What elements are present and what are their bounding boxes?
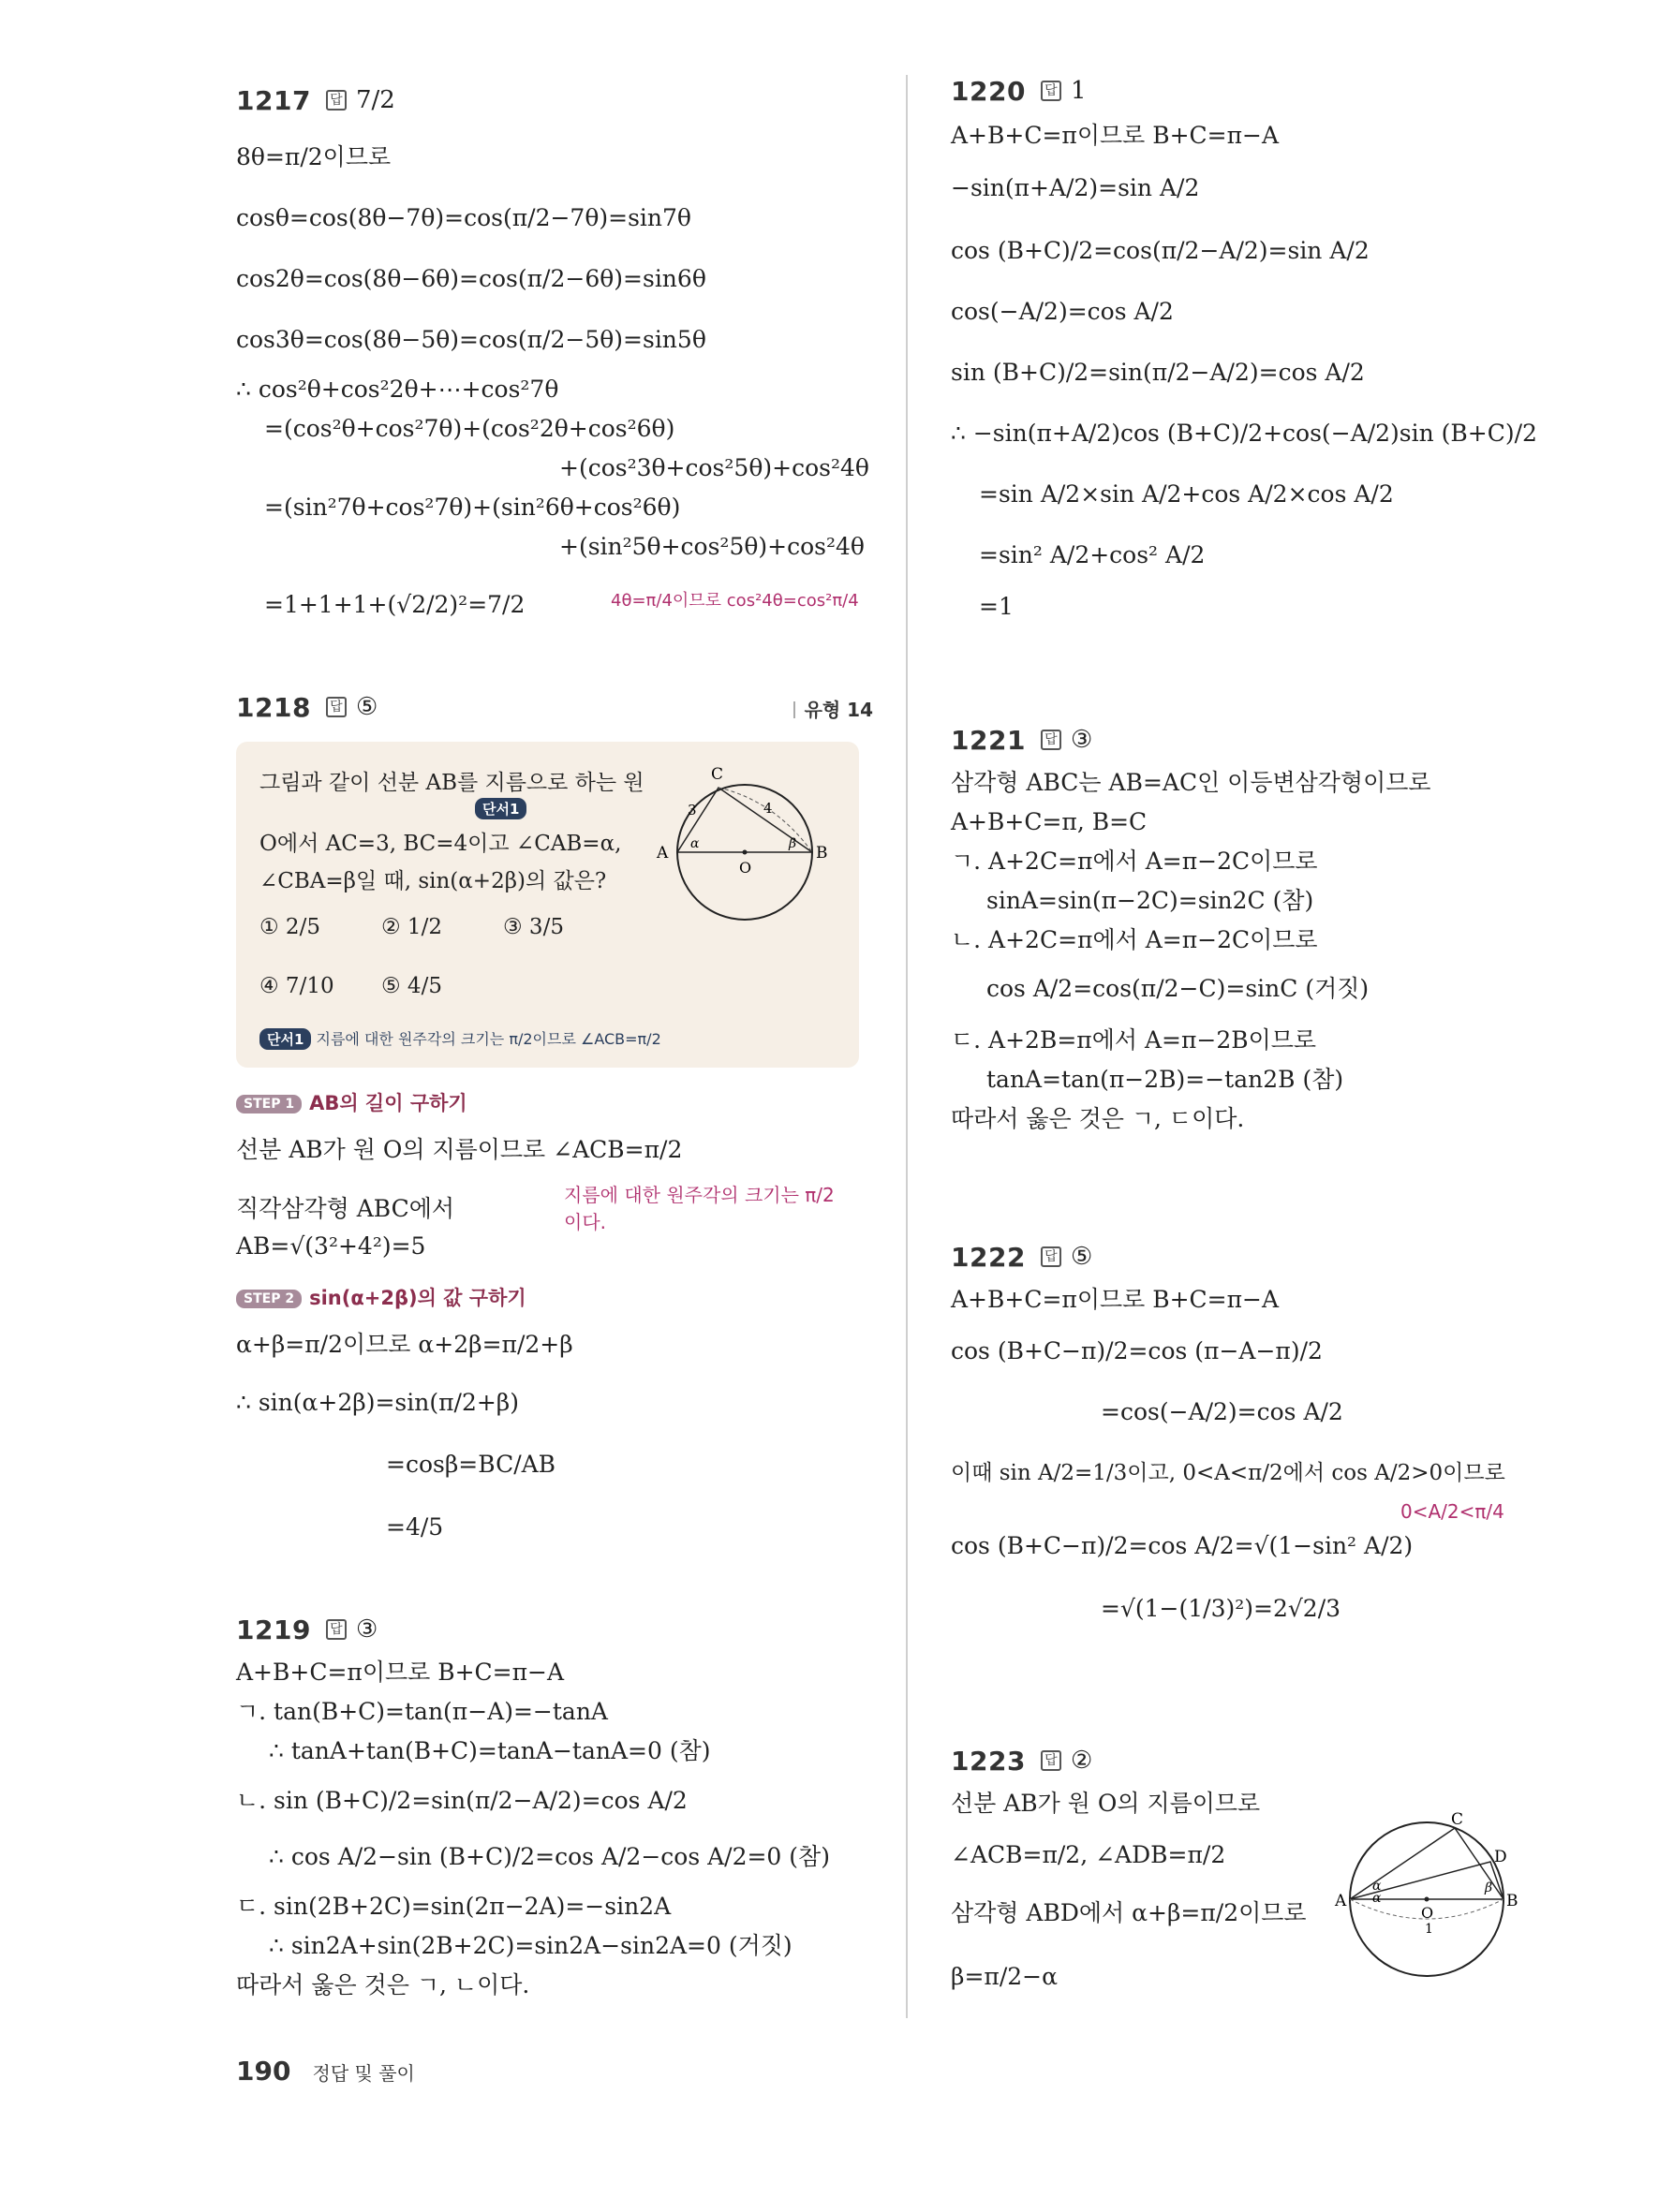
solution-line: ∴ cos²θ+cos²2θ+⋯+cos²7θ [236,376,559,403]
problem-text: ∠CBA=β일 때, sin(α+2β)의 값은? [259,869,607,893]
solution-line: ㄱ. tan(B+C)=tan(π−A)=−tanA [236,1698,608,1725]
solution-line: A+B+C=π이므로 B+C=π−A [951,1286,1280,1313]
label-C: C [1451,1810,1464,1829]
solution-line: ㄴ. sin (B+C)/2=sin(π/2−A/2)=cos A/2 [236,1787,688,1814]
problem-text: O에서 AC=3, BC=4이고 ∠CAB=α, [259,832,622,856]
problem-1222 [951,1233,1513,1622]
solution-line: A+B+C=π, B=C [951,808,1148,835]
option-5: ⑤ 4/5 [381,974,442,998]
solution-line: ㄱ. A+2C=π에서 A=π−2C이므로 [951,848,1318,875]
solution-line: cos A/2=cos(π/2−C)=sinC (거짓) [986,975,1370,1002]
solution-line: =√(1−(1/3)²)=2√2/3 [1101,1595,1341,1622]
label-B: B [816,844,828,863]
answer-badge: 답 [326,90,347,111]
label-alpha-2: α [1372,1891,1382,1906]
problem-1221 [951,716,1513,1132]
solution-line: 이때 sin A/2=1/3이고, 0<A<π/2에서 cos A/2>0이므로 [951,1461,1505,1485]
solution-line: =1 [979,593,1014,620]
clue-tag: 단서1 [475,798,526,819]
label-BC-length: 4 [763,800,773,817]
footer-label: 정답 및 풀이 [312,2062,415,2085]
page-number: 190 [236,2056,291,2087]
solution-line: −sin(π+A/2)=sin A/2 [951,174,1200,201]
label-alpha-1: α [1372,1879,1382,1894]
label-beta: β [1485,1880,1493,1895]
solution-line: A+B+C=π이므로 B+C=π−A [236,1659,565,1686]
label-radius: 1 [1425,1922,1433,1937]
answer-value: ③ [1070,726,1093,754]
solution-line: ∴ sin(α+2β)=sin(π/2+β) [236,1389,520,1416]
problem-number: 1222 [951,1241,1026,1273]
solution-line: 따라서 옳은 것은 ㄱ, ㄷ이다. [951,1105,1245,1132]
solution-line: =(cos²θ+cos²7θ)+(cos²2θ+cos²6θ) [264,415,675,442]
problem-number: 1219 [236,1614,311,1645]
solution-line: sin (B+C)/2=sin(π/2−A/2)=cos A/2 [951,359,1365,386]
label-O: O [1421,1904,1434,1922]
problem-number: 1220 [951,75,1026,107]
solution-line: α+β=π/2이므로 α+2β=π/2+β [236,1331,573,1358]
answer-badge: 답 [1041,730,1061,750]
problem-1217 [236,77,873,618]
side-note: 4θ=π/4이므로 cos²4θ=cos²π/4 [611,591,859,611]
answer-value: ③ [355,1615,378,1644]
solution-line: 선분 AB가 원 O의 지름이므로 [951,1790,1261,1817]
problem-number: 1221 [951,724,1026,756]
solution-line: =(sin²7θ+cos²7θ)+(sin²6θ+cos²6θ) [264,494,681,521]
label-AC-length: 3 [688,802,697,818]
solution-line: ㄷ. A+2B=π에서 A=π−2B이므로 [951,1026,1317,1054]
answer-value: 1 [1070,77,1087,105]
solution-line: tanA=tan(π−2B)=−tan2B (참) [986,1066,1344,1093]
solution-line: cos (B+C−π)/2=cos A/2=√(1−sin² A/2) [951,1532,1414,1559]
clue-hint: 단서1 지름에 대한 원주각의 크기는 π/2이므로 ∠ACB=π/2 [259,1027,661,1050]
solution-line: cosθ=cos(8θ−7θ)=cos(π/2−7θ)=sin7θ [236,204,691,231]
solution-line: ㄷ. sin(2B+2C)=sin(2π−2A)=−sin2A [236,1893,672,1920]
solution-line: β=π/2−α [951,1963,1058,1990]
problem-1220 [951,67,1537,620]
solution-line: 선분 AB가 원 O의 지름이므로 ∠ACB=π/2 [236,1136,683,1163]
problem-1219 [236,1606,873,1998]
solution-line: cos(−A/2)=cos A/2 [951,298,1174,325]
side-note: 0<A/2<π/4 [1400,1500,1504,1523]
answer-value: ② [1070,1747,1093,1775]
step-2-header: STEP 2 sin(α+2β)의 값 구하기 [236,1283,526,1311]
type-label: 유형 14 [793,695,873,722]
answer-value: ⑤ [1070,1243,1093,1271]
label-O: O [739,859,752,877]
solution-line: 삼각형 ABC는 AB=AC인 이등변삼각형이므로 [951,769,1431,796]
solution-line: =sin² A/2+cos² A/2 [979,541,1206,568]
solution-line: =1+1+1+(√2/2)²=7/2 [264,591,526,618]
solution-line: ∴ sin2A+sin(2B+2C)=sin2A−sin2A=0 (거짓) [269,1932,792,1959]
label-B: B [1506,1892,1518,1910]
option-2: ② 1/2 [381,915,442,939]
solution-line: 직각삼각형 ABC에서 [236,1195,455,1222]
solution-line: ㄴ. A+2C=π에서 A=π−2C이므로 [951,926,1318,953]
answer-value: ⑤ [355,693,378,721]
problem-1223 [951,1737,1518,1990]
solution-line: cos (B+C)/2=cos(π/2−A/2)=sin A/2 [951,237,1370,264]
answer-badge: 답 [1041,1750,1061,1771]
label-A: A [657,844,669,863]
solution-line: sinA=sin(π−2C)=sin2C (참) [986,887,1314,914]
solution-line: 삼각형 ABD에서 α+β=π/2이므로 [951,1899,1307,1926]
answer-value: 7/2 [355,86,395,114]
label-D: D [1494,1848,1507,1866]
solution-line: 따라서 옳은 것은 ㄱ, ㄴ이다. [236,1971,530,1998]
solution-line: cos3θ=cos(8θ−5θ)=cos(π/2−5θ)=sin5θ [236,326,706,353]
problem-number: 1217 [236,84,311,116]
solution-line: =sin A/2×sin A/2+cos A/2×cos A/2 [979,480,1394,508]
problem-box [236,742,859,1068]
problem-number: 1223 [951,1745,1026,1777]
solution-line: +(sin²5θ+cos²5θ)+cos²4θ [559,533,865,560]
answer-badge: 답 [326,697,347,717]
solution-line: 8θ=π/2이므로 [236,143,392,170]
solution-line: AB=√(3²+4²)=5 [236,1232,426,1260]
solution-line: =cosβ=BC/AB [386,1451,556,1478]
label-alpha: α [690,836,700,851]
solution-line: +(cos²3θ+cos²5θ)+cos²4θ [559,454,869,481]
solution-line: cos2θ=cos(8θ−6θ)=cos(π/2−6θ)=sin6θ [236,265,706,292]
circle-figure-1223 [1335,1810,1518,1981]
solution-line: =cos(−A/2)=cos A/2 [1101,1398,1343,1425]
solution-line: A+B+C=π이므로 B+C=π−A [951,122,1280,149]
step-1-header: STEP 1 AB의 길이 구하기 [236,1088,467,1116]
problem-1218 [236,684,873,1541]
circle-figure-1218 [653,759,840,932]
label-C: C [711,765,724,784]
answer-badge: 답 [1041,81,1061,101]
solution-line: cos (B+C−π)/2=cos (π−A−π)/2 [951,1337,1323,1364]
solution-line: =4/5 [386,1513,444,1541]
option-4: ④ 7/10 [259,974,334,998]
page-footer [236,2056,415,2087]
problem-number: 1218 [236,691,311,723]
label-beta: β [789,836,797,851]
solution-line: ∴ cos A/2−sin (B+C)/2=cos A/2−cos A/2=0 (참) [269,1843,830,1870]
answer-badge: 답 [1041,1246,1061,1267]
column-divider [906,75,908,2018]
label-A: A [1335,1892,1347,1910]
option-1: ① 2/5 [259,915,320,939]
side-note: 지름에 대한 원주각의 크기는 π/2이다. [564,1184,835,1233]
option-3: ③ 3/5 [503,915,564,939]
solution-line: ∠ACB=π/2, ∠ADB=π/2 [951,1841,1226,1868]
problem-text: 그림과 같이 선분 AB를 지름으로 하는 원 [259,771,644,795]
solution-line: ∴ tanA+tan(B+C)=tanA−tanA=0 (참) [269,1737,711,1764]
answer-badge: 답 [326,1619,347,1640]
solution-line: ∴ −sin(π+A/2)cos (B+C)/2+cos(−A/2)sin (B+C)/2 [951,420,1537,447]
